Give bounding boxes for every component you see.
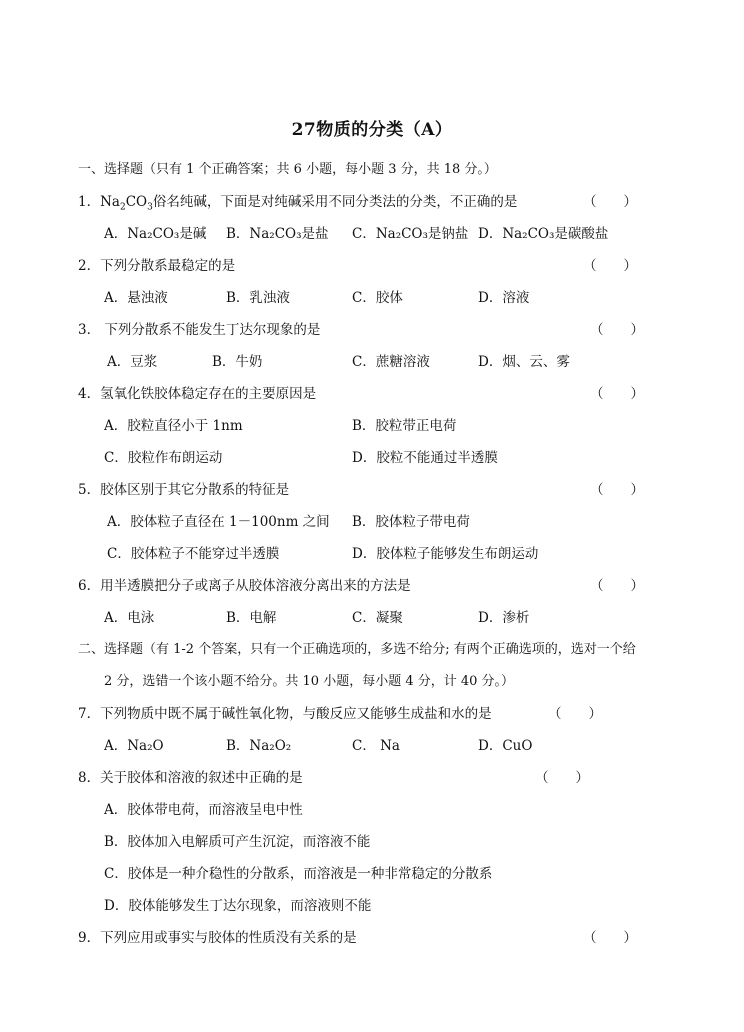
question-9: 9．下列应用或事实与胶体的性质没有关系的是: [78, 930, 357, 946]
question-2: 2．下列分散系最稳定的是: [78, 258, 236, 274]
option-d: D．CuO: [478, 738, 533, 754]
option-b: B．胶体粒子带电荷: [352, 514, 470, 530]
option-a: A．悬浊液: [104, 290, 168, 306]
option-b: B．乳浊液: [226, 290, 290, 306]
option-b: B．电解: [226, 610, 277, 626]
option-b: B．胶粒带正电荷: [352, 418, 457, 434]
answer-paren: （ ）: [590, 322, 644, 338]
option-d: D．溶液: [478, 290, 530, 306]
formula-na: Na: [100, 194, 120, 210]
option-c: C．胶体是一种介稳性的分散系，而溶液是一种非常稳定的分散系: [104, 866, 493, 882]
answer-paren: （ ）: [590, 386, 644, 402]
answer-paren: （ ）: [590, 578, 644, 594]
option-c: C．胶体: [352, 290, 403, 306]
option-b: B．Na₂O₂: [226, 738, 292, 754]
answer-paren: （ ）: [548, 706, 602, 722]
option-a: A．胶体带电荷，而溶液呈电中性: [104, 802, 303, 818]
option-c: C．Na₂CO₃是钠盐: [352, 226, 469, 242]
question-1-text: 俗名纯碱，下面是对纯碱采用不同分类法的分类，不正确的是: [152, 194, 518, 210]
option-d: D．胶体粒子能够发生布朗运动: [352, 546, 539, 562]
answer-paren: （ ）: [583, 930, 637, 946]
option-c: C．凝聚: [352, 610, 403, 626]
formula-sub: 3: [147, 202, 153, 213]
question-6: 6．用半透膜把分子或离子从胶体溶液分离出来的方法是: [78, 578, 411, 594]
answer-paren: （ ）: [535, 770, 589, 786]
question-5: 5．胶体区别于其它分散系的特征是: [78, 482, 290, 498]
option-d: D．烟、云、雾: [478, 354, 570, 370]
option-a: A．豆浆: [107, 354, 158, 370]
option-d: D．胶体能够发生丁达尔现象，而溶液则不能: [104, 898, 372, 914]
option-c: C．胶粒作布朗运动: [104, 450, 223, 466]
section-2-heading: 二、选择题（有 1-2 个答案，只有一个正确选项的，多选不给分; 有两个正确选项的，选对一个给: [78, 642, 636, 657]
option-d: D．胶粒不能通过半透膜: [352, 450, 498, 466]
option-d: D．Na₂CO₃是碳酸盐: [478, 226, 609, 242]
question-1-number: 1．: [78, 194, 101, 210]
option-b: B．牛奶: [212, 354, 263, 370]
answer-paren: （ ）: [583, 258, 637, 274]
option-d: D．渗析: [478, 610, 530, 626]
option-c: C．胶体粒子不能穿过半透膜: [107, 546, 280, 562]
option-a: A．Na₂O: [104, 738, 164, 754]
option-a: A．Na₂CO₃是碱: [104, 226, 207, 242]
formula-co: CO: [125, 194, 148, 210]
option-b: B．胶体加入电解质可产生沉淀，而溶液不能: [104, 834, 371, 850]
answer-paren: （ ）: [590, 482, 644, 498]
question-8: 8．关于胶体和溶液的叙述中正确的是: [78, 770, 303, 786]
option-a: A．胶体粒子直径在 1－100nm 之间: [107, 514, 330, 530]
section-2-heading-cont: 2 分，选错一个该小题不给分。共 10 小题，每小题 4 分，计 40 分。）: [104, 674, 515, 689]
answer-paren: （ ）: [583, 194, 637, 210]
option-a: A．电泳: [104, 610, 155, 626]
option-a: A．胶粒直径小于 1nm: [104, 418, 243, 434]
question-4: 4．氢氧化铁胶体稳定存在的主要原因是: [78, 386, 317, 402]
question-1: [78, 192, 517, 218]
page-title: 27物质的分类（A）: [291, 120, 453, 140]
formula-sub: 2: [119, 202, 126, 213]
question-3: 3． 下列分散系不能发生丁达尔现象的是: [78, 322, 321, 338]
section-1-heading: 一、选择题（只有 1 个正确答案；共 6 小题，每小题 3 分，共 18 分。）: [78, 162, 497, 177]
option-c: C． Na: [352, 738, 400, 754]
question-7: 7．下列物质中既不属于碱性氧化物，与酸反应又能够生成盐和水的是: [78, 706, 492, 722]
option-b: B．Na₂CO₃是盐: [226, 226, 329, 242]
option-c: C．蔗糖溶液: [352, 354, 430, 370]
